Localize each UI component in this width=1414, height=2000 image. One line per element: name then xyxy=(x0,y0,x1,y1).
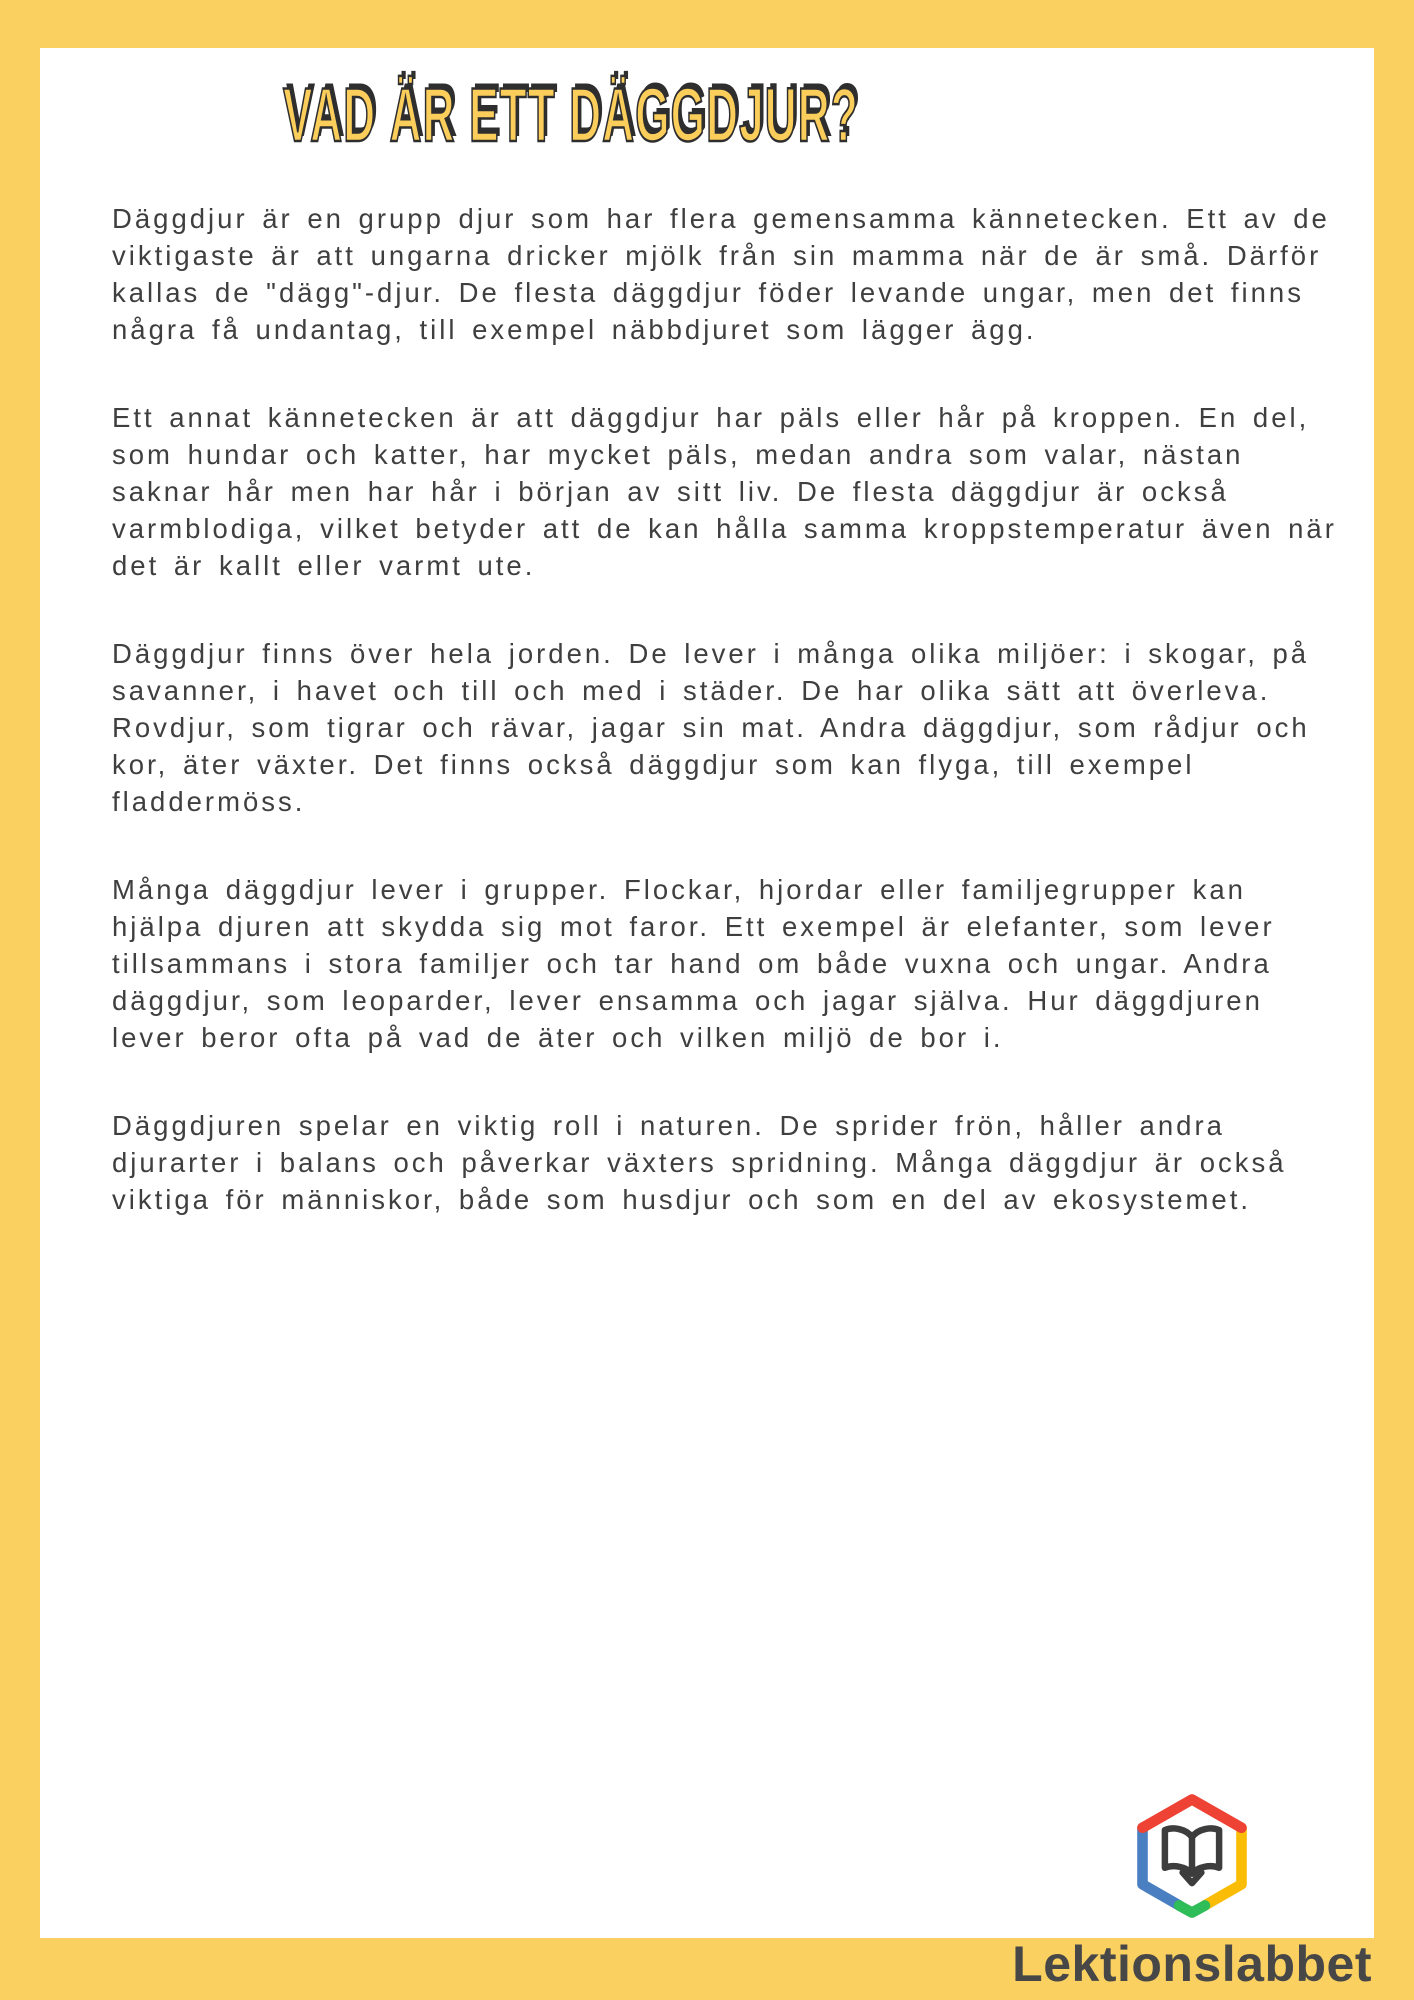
brand-block xyxy=(1012,1790,1372,1992)
paragraph-4: Många däggdjur lever i grupper. Flockar, hjordar eller familjegrupper kan hjälpa djuren att skydda sig mot faror. Ett exempel är elefanter, som lever tillsammans i stora familjer och tar hand om både vuxna och ungar. Andra däggdjur, som leoparder, lever ensamma och jagar själva. Hur däggdjuren lever beror ofta på vad de äter och vilken miljö de bor i. xyxy=(112,874,1275,1053)
worksheet-page xyxy=(40,48,1374,1938)
paragraph-3: Däggdjur finns över hela jorden. De lever i många olika miljöer: i skogar, på savanner, i havet och till och med i städer. De har olika sätt att överleva. Rovdjur, som tigrar och rävar, jagar sin mat. Andra däggdjur, som rådjur och kor, äter växter. Det finns också däggdjur som kan flyga, till exempel fladdermöss. xyxy=(112,638,1310,817)
page-title: VAD ÄR ETT DÄGGDJUR? xyxy=(283,73,859,158)
article-body xyxy=(112,200,1346,1218)
paragraph-2: Ett annat kännetecken är att däggdjur har päls eller hår på kroppen. En del, som hundar och katter, har mycket päls, medan andra som valar, nästan saknar hår men har hår i början av sitt liv. De flesta däggdjur är också varmblodiga, vilket betyder att de kan hålla samma kroppstemperatur även när det är kallt eller varmt ute. xyxy=(112,402,1337,581)
paragraph-5: Däggdjuren spelar en viktig roll i naturen. De sprider frön, håller andra djurarter i balans och påverkar växters spridning. Många däggdjur är också viktiga för människor, både som husdjur och som en del av ekosystemet. xyxy=(112,1110,1287,1215)
paragraph-1: Däggdjur är en grupp djur som har flera gemensamma kännetecken. Ett av de viktigaste är att ungarna dricker mjölk från sin mamma när de är små. Därför kallas de "dägg"-djur. De flesta däggdjur föder levande ungar, men det finns några få undantag, till exempel näbbdjuret som lägger ägg. xyxy=(112,203,1330,345)
open-book-hexagon-icon xyxy=(1133,1790,1251,1922)
brand-name: Lektionslabbet xyxy=(1012,1936,1372,1992)
